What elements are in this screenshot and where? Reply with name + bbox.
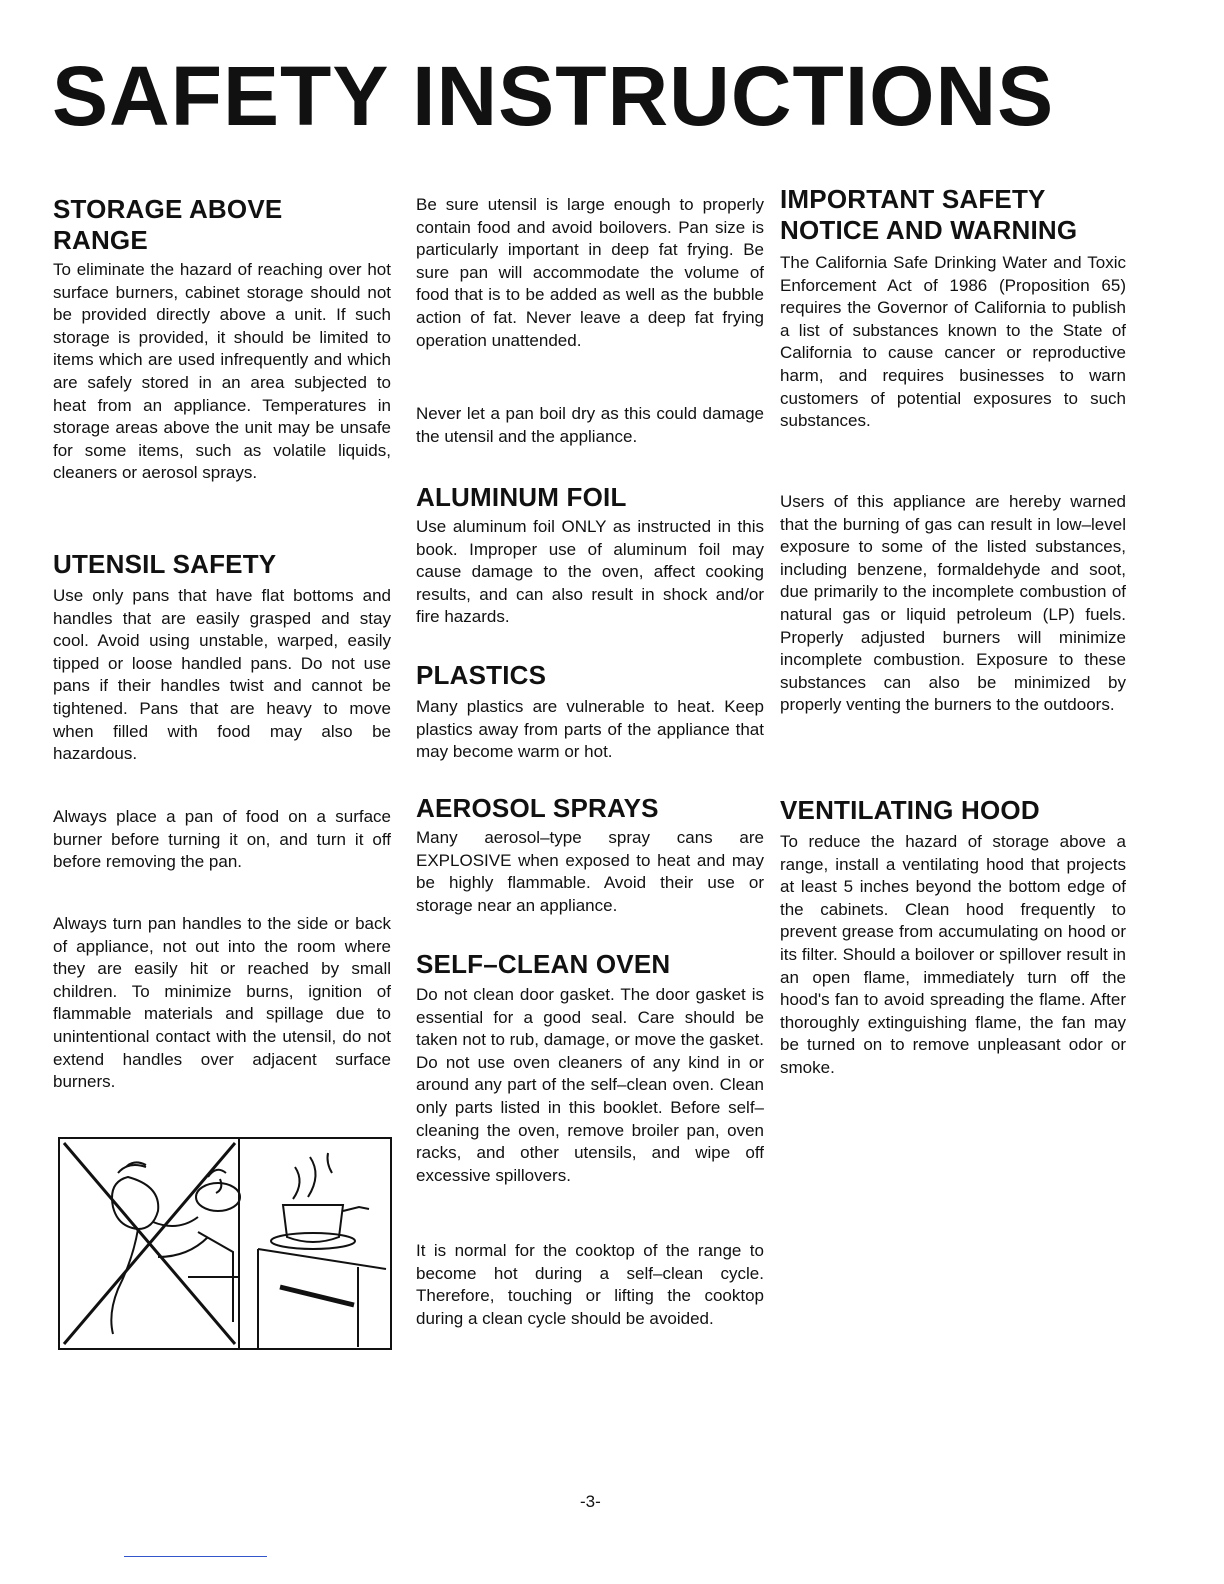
important-body-1: The California Safe Drinking Water and Toxic Enforcement Act of 1986 (Proposition 65) requires the Governor of California to publish a list of substances known to the State of California to cause cancer or reproductive harm, and requires businesses to warn customers of potential exposures to such substances. bbox=[780, 253, 1126, 431]
utensil-section-cont-1 bbox=[53, 806, 391, 874]
plastics-body: Many plastics are vulnerable to heat. Keep plastics away from parts of the appliance that may become warm or hot. bbox=[416, 697, 764, 762]
selfclean-body-2: It is normal for the cooktop of the range to become hot during a self–clean cycle. Therefore, touching or lifting the cooktop during a clean cycle should be avoided. bbox=[416, 1241, 764, 1328]
utensil-body-5: Never let a pan boil dry as this could damage the utensil and the appliance. bbox=[416, 404, 764, 446]
important-section bbox=[780, 184, 1126, 433]
storage-body: To eliminate the hazard of reaching over hot surface burners, cabinet storage should not be provided directly above a unit. If such storage is provided, it should be limited to items which are used infrequently and which are safely stored in an area subjected to heat from an appliance. Temperatures in storage areas above the unit may be unsafe for some items, such as volatile liquids, cleaners or aerosol sprays. bbox=[53, 260, 391, 483]
utensil-body-1: Use only pans that have flat bottoms and handles that are easily grasped and stay cool. Avoid using unstable, warped, easily tipped or loose handled pans. Do not use pans if their handles twist and cannot be tightened. Pans that are heavy to move when filled with food may also be hazardous. bbox=[53, 586, 391, 764]
footer-rule bbox=[124, 1556, 267, 1557]
aerosol-body: Many aerosol–type spray cans are EXPLOSIVE when exposed to heat and may be highly flammable. Avoid their use or storage near an appliance. bbox=[416, 828, 764, 915]
utensil-heading: UTENSIL SAFETY bbox=[53, 549, 277, 579]
plastics-section bbox=[416, 660, 764, 764]
utensil-section-cont-4 bbox=[416, 403, 764, 448]
aluminum-body: Use aluminum foil ONLY as instructed in this book. Improper use of aluminum foil may cause damage to the oven, affect cooking results, and can also result in shock and/or fire hazards. bbox=[416, 517, 764, 627]
ventilating-body: To reduce the hazard of storage above a range, install a ventilating hood that projects at least 5 inches beyond the bottom edge of the cabinets. Clean hood frequently to prevent grease from accumulating on hood or its filter. Should a boilover or spillover result in an open flame, immediately turn off the hood's fan to avoid spreading the flame. After thoroughly extinguishing flame, the fan may be turned on to remove unpleasant odor or smoke. bbox=[780, 832, 1126, 1077]
page-number: -3- bbox=[580, 1492, 601, 1511]
aerosol-heading: AEROSOL SPRAYS bbox=[416, 793, 659, 823]
utensil-section-cont-2 bbox=[53, 913, 391, 1094]
page-title: SAFETY INSTRUCTIONS bbox=[52, 49, 1055, 143]
ventilating-section bbox=[780, 795, 1126, 1080]
utensil-body-4: Be sure utensil is large enough to properly contain food and avoid boilovers. Pan size is particularly important in deep fat frying. Be sure pan will accommodate the volume of food that is to be added as well as the bubble action of fat. Never leave a deep fat frying operation unattended. bbox=[416, 195, 764, 350]
important-section-cont bbox=[780, 491, 1126, 717]
storage-section bbox=[53, 194, 391, 485]
aerosol-section bbox=[416, 793, 764, 917]
important-heading: IMPORTANT SAFETY NOTICE AND WARNING bbox=[780, 184, 1078, 245]
important-body-2: Users of this appliance are hereby warned that the burning of gas can result in low–level exposure to some of the listed substances, including benzene, formaldehyde and soot, due primarily to the incomplete combustion of natural gas or liquid petroleum (LP) fuels. Properly adjusted burners will minimize incomplete combustion. Exposure to these substances can also be minimized by properly venting the burners to the outdoors. bbox=[780, 492, 1126, 715]
plastics-heading: PLASTICS bbox=[416, 660, 547, 690]
unsafe-safe-handle-illustration bbox=[58, 1137, 392, 1350]
selfclean-section bbox=[416, 949, 764, 1187]
aluminum-heading: ALUMINUM FOIL bbox=[416, 482, 627, 512]
selfclean-heading: SELF–CLEAN OVEN bbox=[416, 949, 671, 979]
utensil-body-2: Always place a pan of food on a surface burner before turning it on, and turn it off before removing the pan. bbox=[53, 807, 391, 872]
aluminum-section bbox=[416, 482, 764, 629]
selfclean-body-1: Do not clean door gasket. The door gasket is essential for a good seal. Care should be taken not to rub, damage, or move the gasket. Do not use oven cleaners of any kind in or around any part of the self–clean oven. Clean only parts listed in this booklet. Before self–cleaning the oven, remove broiler pan, oven racks, and other utensils, and wipe off excessive spillovers. bbox=[416, 985, 764, 1185]
utensil-section bbox=[53, 549, 391, 766]
utensil-section-cont-3 bbox=[416, 194, 764, 352]
utensil-body-3: Always turn pan handles to the side or back of appliance, not out into the room where they are easily hit or reached by small children. To minimize burns, ignition of flammable materials and spillage due to unintentional contact with the utensil, do not extend handles over adjacent surface burners. bbox=[53, 914, 391, 1092]
selfclean-section-cont bbox=[416, 1240, 764, 1330]
ventilating-heading: VENTILATING HOOD bbox=[780, 795, 1040, 825]
storage-heading: STORAGE ABOVE RANGE bbox=[53, 194, 283, 255]
